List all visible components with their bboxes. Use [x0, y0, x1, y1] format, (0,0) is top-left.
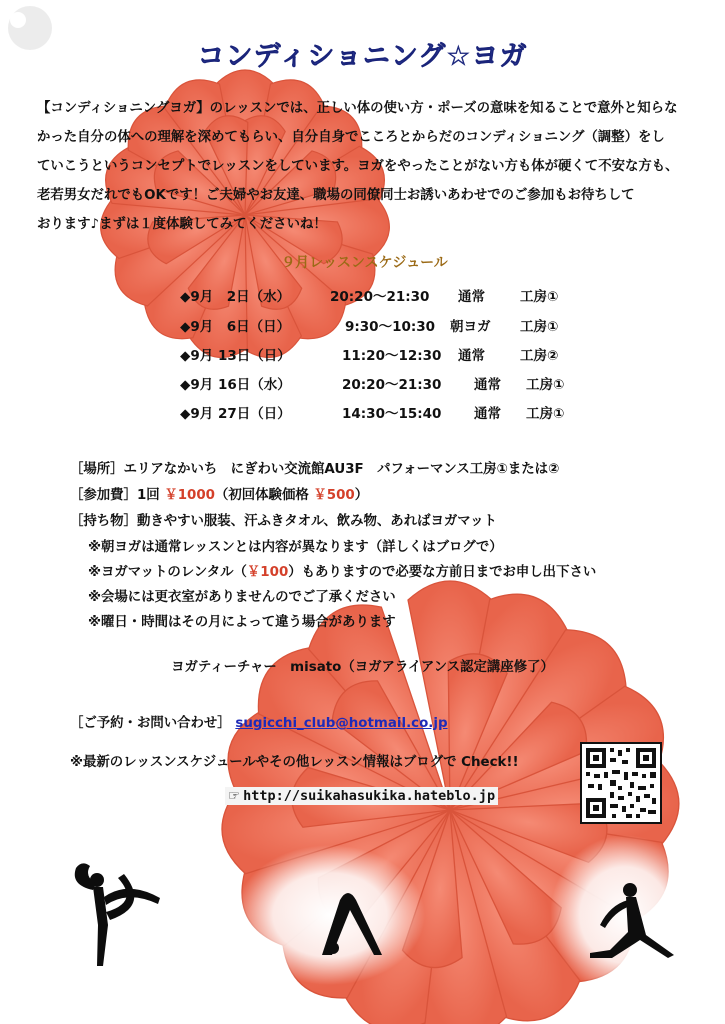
schedule-room: 工房②	[520, 348, 559, 364]
intro-line: おります♪まずは１度体験してみてくださいね！	[37, 217, 327, 232]
note-asa-yoga: ※朝ヨガは通常レッスンとは内容が異なります（詳しくはブログで）	[88, 540, 503, 555]
schedule-row	[180, 285, 620, 315]
schedule-room: 工房①	[526, 377, 565, 393]
schedule-time: 9:30〜10:30	[345, 319, 436, 335]
contact-info	[70, 712, 670, 731]
contact-email-link[interactable]: sugicchi_club@hotmail.co.jp	[235, 716, 448, 731]
blog-note: ※最新のレッスンスケジュールやその他レッスン情報はブログで Check!!	[70, 755, 519, 770]
schedule-type: 通常	[474, 406, 501, 422]
intro-line: 老若男女だれでもOKです！ご夫婦やお友達、職場の同僚同士お誘いあわせでのご参加もお待ちして	[37, 188, 635, 203]
schedule-type: 通常	[458, 348, 485, 364]
teacher-info: ヨガティーチャー misato（ヨガアライアンス認定講座修了）	[171, 660, 554, 675]
schedule-row	[180, 373, 620, 403]
note-schedule-change: ※曜日・時間はその月によって違う場合があります	[88, 615, 396, 630]
note-mat-rental	[88, 561, 688, 580]
yoga-dancer-pose-silhouette	[75, 863, 160, 966]
fee-suffix: ）	[354, 488, 369, 503]
contact-label: ［ご予約・お問い合わせ］	[70, 716, 231, 731]
schedule-date: ◆9月 2日（水）	[180, 289, 291, 305]
page-title: コンディショニング☆ヨガ	[197, 41, 528, 72]
mat-price: ￥100	[246, 565, 289, 580]
schedule-row	[180, 344, 620, 374]
qr-code-icon	[582, 744, 660, 822]
schedule-date: ◆9月 13日（日）	[180, 348, 291, 364]
schedule-time: 11:20〜12:30	[342, 348, 442, 364]
schedule-room: 工房①	[520, 319, 559, 335]
schedule-room: 工房①	[520, 289, 559, 305]
schedule-time: 20:20〜21:30	[330, 289, 430, 305]
belongings-info: ［持ち物］動きやすい服装、汗ふきタオル、飲み物、あればヨガマット	[70, 514, 497, 529]
intro-line: 【コンディショニングヨガ】のレッスンでは、正しい体の使い方・ポーズの意味を知ることで意外と知らな	[37, 101, 678, 116]
schedule-type: 通常	[474, 377, 501, 393]
schedule-row	[180, 315, 620, 345]
place-info: ［場所］エリアなかいち にぎわい交流館AU3F パフォーマンス工房①または②	[70, 462, 560, 477]
qr-code[interactable]	[580, 742, 662, 824]
fee-prefix: ［参加費］1回	[70, 488, 165, 503]
schedule-date: ◆9月 6日（日）	[180, 319, 291, 335]
intro-paragraph	[37, 94, 687, 239]
intro-line: ていこうというコンセプトでレッスンをしています。ヨガをやったことがない方も体が硬くて不安な方も、	[37, 159, 679, 174]
schedule-date: ◆9月 27日（日）	[180, 406, 291, 422]
note-changing-room: ※会場には更衣室がありませんのでご了承ください	[88, 590, 396, 605]
schedule-room: 工房①	[526, 406, 565, 422]
fee-price: ￥1000	[164, 488, 215, 503]
pointing-hand-icon: ☞	[228, 788, 241, 804]
mat-prefix: ※ヨガマットのレンタル（	[88, 565, 247, 580]
fee-info	[70, 484, 670, 503]
schedule-title: ９月レッスンスケジュール	[281, 255, 448, 271]
schedule-row	[180, 402, 620, 432]
schedule-type: 通常	[458, 289, 485, 305]
blog-url-text: http://suikahasukika.hateblo.jp	[243, 788, 496, 804]
schedule-time: 14:30〜15:40	[342, 406, 442, 422]
schedule-date: ◆9月 16日（水）	[180, 377, 291, 393]
intro-line: かった自分の体への理解を深めてもらい、自分自身でこころとからだのコンディショニング（調整）をし	[37, 130, 665, 145]
fee-mid: （初回体験価格	[215, 488, 314, 503]
trial-price: ￥500	[313, 488, 355, 503]
mat-suffix: ）もありますので必要な方前日までお申し出下さい	[288, 565, 597, 580]
schedule-type: 朝ヨガ	[450, 319, 491, 335]
schedule-time: 20:20〜21:30	[342, 377, 442, 393]
blog-url-link[interactable]	[225, 787, 498, 805]
